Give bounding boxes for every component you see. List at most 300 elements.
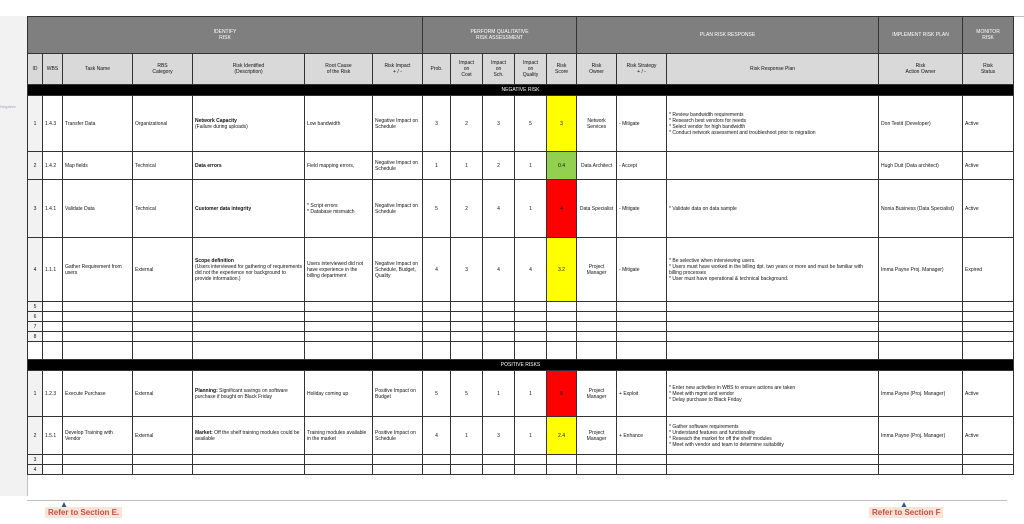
cell-impact-quality[interactable]: 1 — [515, 417, 547, 455]
cell-risk-identified[interactable] — [193, 96, 305, 152]
cell-id[interactable]: 3 — [28, 180, 43, 238]
cell-root-cause[interactable]: Field mapping errors, — [305, 152, 373, 180]
cell-risk-impact[interactable]: Negative Impact on Schedule — [373, 180, 423, 238]
cell-risk-identified[interactable] — [193, 371, 305, 417]
cell-id[interactable]: 4 — [28, 465, 43, 475]
response-plan-item: * Conduct network assessment and troubleshoot prior to migration — [669, 130, 876, 136]
empty-cell[interactable] — [483, 302, 515, 312]
group-identify-risk: IDENTIFY RISK — [28, 17, 423, 54]
negative-risk-row[interactable] — [28, 180, 1014, 238]
col-response-plan: Risk Response Plan — [667, 54, 879, 85]
risk-description: Off the shelf training modules could be available — [195, 429, 300, 442]
section-spacer-row — [28, 342, 1014, 360]
empty-cell[interactable] — [193, 332, 305, 342]
cell-impact-quality[interactable]: 4 — [515, 238, 547, 302]
cell-risk-score[interactable]: 5 — [547, 371, 577, 417]
cell-impact-cost[interactable]: 5 — [451, 371, 483, 417]
empty-cell[interactable] — [547, 465, 577, 475]
cell-task-name[interactable]: Execute Purchase — [63, 371, 133, 417]
cell-action-owner[interactable]: Imma Payne (Proj. Manager) — [879, 417, 963, 455]
cell-risk-identified[interactable] — [193, 180, 305, 238]
group-plan-response: PLAN RISK RESPONSE — [577, 17, 879, 54]
cell-risk-score[interactable]: 3.2 — [547, 238, 577, 302]
cell-task-name[interactable]: Gather Requirement from users — [63, 238, 133, 302]
empty-cell[interactable] — [305, 302, 373, 312]
empty-cell[interactable] — [515, 322, 547, 332]
risk-description: (Failure during uploads) — [195, 123, 248, 130]
negative-risk-row[interactable] — [28, 96, 1014, 152]
empty-cell[interactable] — [63, 332, 133, 342]
cell-risk-identified[interactable] — [193, 152, 305, 180]
cell-risk-owner[interactable]: Data Architect — [577, 152, 617, 180]
empty-cell[interactable] — [423, 455, 451, 465]
cell-root-cause[interactable]: Users interviewed did not have experience in the billing department — [305, 238, 373, 302]
empty-cell[interactable] — [879, 322, 963, 332]
response-plan-item: * Gather software requirements — [669, 424, 876, 430]
ref-section-f[interactable]: Refer to Section F — [869, 508, 943, 517]
risk-title: Market: — [195, 429, 213, 436]
col-risk-strategy: Risk Strategy + / - — [617, 54, 667, 85]
empty-cell[interactable] — [963, 302, 1014, 312]
empty-cell[interactable] — [577, 455, 617, 465]
empty-cell[interactable] — [515, 465, 547, 475]
cell-task-name[interactable]: Transfer Data — [63, 96, 133, 152]
cell-root-cause[interactable]: Low bandwidth — [305, 96, 373, 152]
col-impact-quality: Impact on Quality — [515, 54, 547, 85]
cell-action-owner[interactable]: Hugh Duit (Data architect) — [879, 152, 963, 180]
empty-cell[interactable] — [193, 312, 305, 322]
cell-impact-cost[interactable]: 1 — [451, 417, 483, 455]
empty-cell[interactable] — [373, 312, 423, 322]
cell-wbs[interactable]: 1.2.3 — [43, 371, 63, 417]
spacer-cell — [133, 342, 193, 360]
empty-cell[interactable] — [63, 465, 133, 475]
cell-wbs[interactable]: 1.5.1 — [43, 417, 63, 455]
col-task-name: Task Name — [63, 54, 133, 85]
cell-rbs-category[interactable]: Technical — [133, 180, 193, 238]
empty-cell[interactable] — [667, 302, 879, 312]
cell-task-name[interactable]: Map fields — [63, 152, 133, 180]
empty-cell[interactable] — [667, 322, 879, 332]
cell-root-cause[interactable]: Training modules available in the market — [305, 417, 373, 455]
response-plan-list — [669, 424, 876, 448]
cell-risk-owner[interactable]: Project Manager — [577, 371, 617, 417]
empty-row[interactable] — [28, 455, 1014, 465]
cell-action-owner[interactable]: Nonia Business (Data Specialist) — [879, 180, 963, 238]
spacer-cell — [423, 342, 451, 360]
negative-risk-row[interactable] — [28, 238, 1014, 302]
empty-cell[interactable] — [193, 465, 305, 475]
positive-risk-section — [28, 360, 1014, 475]
cell-response-plan[interactable] — [667, 417, 879, 455]
empty-cell[interactable] — [879, 312, 963, 322]
positive-risk-row[interactable] — [28, 417, 1014, 455]
negative-risk-section — [28, 85, 1014, 360]
cell-risk-status[interactable]: Active — [963, 180, 1014, 238]
empty-cell[interactable] — [617, 312, 667, 322]
empty-cell[interactable] — [577, 302, 617, 312]
empty-cell[interactable] — [451, 322, 483, 332]
cell-id[interactable]: 7 — [28, 322, 43, 332]
empty-cell[interactable] — [879, 302, 963, 312]
empty-cell[interactable] — [547, 322, 577, 332]
empty-cell[interactable] — [373, 302, 423, 312]
cell-impact-schedule[interactable]: 4 — [483, 180, 515, 238]
response-plan-item: * Meet with mgmt and vendor — [669, 391, 876, 397]
cell-risk-score[interactable]: 4 — [547, 180, 577, 238]
empty-cell[interactable] — [483, 322, 515, 332]
empty-cell[interactable] — [43, 455, 63, 465]
empty-cell[interactable] — [879, 455, 963, 465]
risk-title: Scope definition — [195, 257, 234, 264]
risk-title: Planning: — [195, 387, 218, 394]
empty-cell[interactable] — [963, 465, 1014, 475]
empty-cell[interactable] — [133, 302, 193, 312]
cell-prob[interactable]: 3 — [423, 96, 451, 152]
cell-risk-status[interactable]: Active — [963, 96, 1014, 152]
empty-cell[interactable] — [483, 455, 515, 465]
response-plan-item: * Meet with vendor and team to determine suitability — [669, 442, 876, 448]
empty-row[interactable] — [28, 332, 1014, 342]
cell-action-owner[interactable]: Imma Payne Proj. Manager) — [879, 238, 963, 302]
spacer-cell — [193, 342, 305, 360]
empty-cell[interactable] — [577, 312, 617, 322]
empty-cell[interactable] — [515, 312, 547, 322]
col-risk-owner: Risk Owner — [577, 54, 617, 85]
empty-cell[interactable] — [577, 322, 617, 332]
col-risk-identified: Risk Identified (Description) — [193, 54, 305, 85]
empty-cell[interactable] — [963, 322, 1014, 332]
cell-root-cause[interactable]: Holiday coming up — [305, 371, 373, 417]
empty-cell[interactable] — [423, 465, 451, 475]
response-plan-item: * Delay purchase to Black Friday — [669, 397, 876, 403]
ref-section-e[interactable]: Refer to Section E. — [45, 508, 122, 517]
empty-cell[interactable] — [43, 312, 63, 322]
cell-risk-status[interactable]: Expired — [963, 238, 1014, 302]
response-plan-item: * Be selective when interviewing users. — [669, 258, 876, 264]
empty-cell[interactable] — [43, 302, 63, 312]
empty-cell[interactable] — [451, 302, 483, 312]
empty-cell[interactable] — [305, 455, 373, 465]
cell-id[interactable]: 5 — [28, 302, 43, 312]
risk-register-table — [27, 16, 1014, 475]
positive-risk-row[interactable] — [28, 371, 1014, 417]
cell-impact-schedule[interactable]: 3 — [483, 96, 515, 152]
spacer-cell — [483, 342, 515, 360]
cell-risk-impact[interactable]: Positive Impact on Schedule — [373, 417, 423, 455]
col-risk-impact: Risk Impact + / - — [373, 54, 423, 85]
negative-risk-band: NEGATIVE RISK — [28, 85, 1014, 96]
col-wbs: WBS — [43, 54, 63, 85]
spacer-cell — [547, 342, 577, 360]
empty-cell[interactable] — [133, 312, 193, 322]
cell-impact-quality[interactable]: 1 — [515, 180, 547, 238]
cell-prob[interactable]: 4 — [423, 417, 451, 455]
empty-cell[interactable] — [63, 455, 133, 465]
col-action-owner: Risk Action Owner — [879, 54, 963, 85]
cell-impact-schedule[interactable]: 1 — [483, 371, 515, 417]
cell-risk-strategy[interactable]: - Mitigate — [617, 180, 667, 238]
empty-cell[interactable] — [373, 465, 423, 475]
col-root-cause: Root Cause of the Risk — [305, 54, 373, 85]
empty-cell[interactable] — [63, 302, 133, 312]
cell-risk-score[interactable]: 3 — [547, 96, 577, 152]
empty-row[interactable] — [28, 322, 1014, 332]
cell-wbs[interactable]: 1.4.3 — [43, 96, 63, 152]
empty-row[interactable] — [28, 465, 1014, 475]
col-prob: Prob. — [423, 54, 451, 85]
empty-cell[interactable] — [133, 332, 193, 342]
cell-risk-score[interactable]: 2.4 — [547, 417, 577, 455]
response-plan-list — [669, 206, 876, 212]
negative-risk-row[interactable] — [28, 152, 1014, 180]
response-plan-item: * User must have operational & technical background. — [669, 276, 876, 282]
empty-cell[interactable] — [547, 302, 577, 312]
empty-cell[interactable] — [577, 332, 617, 342]
response-plan-item: * Select vendor for high bandwidth — [669, 124, 876, 130]
cell-rbs-category[interactable]: Organizational — [133, 96, 193, 152]
cell-response-plan[interactable] — [667, 238, 879, 302]
cell-id[interactable]: 6 — [28, 312, 43, 322]
cell-id[interactable]: 8 — [28, 332, 43, 342]
group-monitor-risk: MONITOR RISK — [963, 17, 1014, 54]
empty-cell[interactable] — [617, 455, 667, 465]
empty-cell[interactable] — [133, 455, 193, 465]
cell-risk-owner[interactable]: Data Specialist — [577, 180, 617, 238]
empty-cell[interactable] — [423, 302, 451, 312]
empty-cell[interactable] — [373, 455, 423, 465]
empty-cell[interactable] — [617, 302, 667, 312]
cell-rbs-category[interactable]: External — [133, 371, 193, 417]
cell-risk-score[interactable]: 0.4 — [547, 152, 577, 180]
risk-title: Data errors — [195, 162, 222, 169]
spacer-cell — [28, 342, 43, 360]
cell-risk-impact[interactable]: Positive Impact on Budget — [373, 371, 423, 417]
cell-impact-schedule[interactable]: 3 — [483, 417, 515, 455]
risk-title: Network Capacity — [195, 117, 237, 124]
spacer-cell — [577, 342, 617, 360]
empty-cell[interactable] — [617, 332, 667, 342]
empty-row[interactable] — [28, 302, 1014, 312]
empty-cell[interactable] — [305, 312, 373, 322]
cell-prob[interactable]: 4 — [423, 238, 451, 302]
spacer-cell — [963, 342, 1014, 360]
response-plan-item: * Validate data on data sample — [669, 206, 876, 212]
empty-row[interactable] — [28, 312, 1014, 322]
empty-cell[interactable] — [515, 455, 547, 465]
empty-cell[interactable] — [483, 465, 515, 475]
empty-cell[interactable] — [193, 455, 305, 465]
cell-impact-cost[interactable]: 2 — [451, 180, 483, 238]
empty-cell[interactable] — [193, 322, 305, 332]
col-impact-schedule: Impact on Sch. — [483, 54, 515, 85]
empty-cell[interactable] — [963, 332, 1014, 342]
empty-cell[interactable] — [667, 312, 879, 322]
response-plan-item: * Understand features and functionality — [669, 430, 876, 436]
cell-risk-impact[interactable]: Negative Impact on Schedule — [373, 152, 423, 180]
empty-cell[interactable] — [483, 332, 515, 342]
risk-description: (Users interviewed for gathering of requirements did not the experience nor background to provide information.) — [195, 263, 302, 282]
empty-cell[interactable] — [963, 312, 1014, 322]
cell-response-plan[interactable] — [667, 152, 879, 180]
response-plan-list — [669, 385, 876, 403]
column-header-row — [28, 54, 1014, 85]
group-header-row — [28, 17, 1014, 54]
empty-cell[interactable] — [515, 302, 547, 312]
empty-cell[interactable] — [617, 465, 667, 475]
cell-id[interactable]: 1 — [28, 371, 43, 417]
group-implement-plan: IMPLEMENT RISK PLAN — [879, 17, 963, 54]
cell-rbs-category[interactable]: External — [133, 238, 193, 302]
response-plan-list — [669, 112, 876, 136]
empty-cell[interactable] — [373, 322, 423, 332]
side-label: Negative — [0, 104, 16, 109]
risk-title: Customer data integrity — [195, 205, 252, 212]
cell-risk-strategy[interactable]: + Exploit — [617, 371, 667, 417]
spacer-cell — [63, 342, 133, 360]
cell-risk-status[interactable]: Active — [963, 371, 1014, 417]
cell-risk-strategy[interactable]: - Accept — [617, 152, 667, 180]
cell-action-owner[interactable]: Don Testit (Developer) — [879, 96, 963, 152]
empty-cell[interactable] — [451, 312, 483, 322]
cell-risk-identified[interactable] — [193, 417, 305, 455]
empty-cell[interactable] — [547, 455, 577, 465]
cell-id[interactable]: 2 — [28, 152, 43, 180]
response-plan-item: * Review bandwidth requirements — [669, 112, 876, 118]
sheet-top-strip — [0, 0, 1024, 17]
spacer-cell — [373, 342, 423, 360]
cell-risk-strategy[interactable]: + Enhance — [617, 417, 667, 455]
cell-response-plan[interactable] — [667, 180, 879, 238]
empty-cell[interactable] — [305, 332, 373, 342]
cell-risk-impact[interactable]: Negative Impact on Schedule — [373, 96, 423, 152]
empty-cell[interactable] — [963, 455, 1014, 465]
empty-cell[interactable] — [43, 322, 63, 332]
response-plan-item: * Users must have worked in the billing dpt. two years or more and must be familiar with billing processes — [669, 264, 876, 276]
cell-risk-status[interactable]: Active — [963, 417, 1014, 455]
cell-risk-status[interactable]: Active — [963, 152, 1014, 180]
spacer-cell — [451, 342, 483, 360]
empty-cell[interactable] — [133, 465, 193, 475]
col-risk-status: Risk Status — [963, 54, 1014, 85]
cell-root-cause[interactable]: * Script errors * Database mismatch — [305, 180, 373, 238]
cell-wbs[interactable]: 1.1.1 — [43, 238, 63, 302]
cell-impact-cost[interactable]: 2 — [451, 96, 483, 152]
empty-cell[interactable] — [423, 332, 451, 342]
empty-cell[interactable] — [43, 332, 63, 342]
response-plan-item: * Reseach the market for off the shelf modules — [669, 436, 876, 442]
risk-description: Significant savings on software purchase if bought on Black Friday — [195, 387, 288, 400]
empty-cell[interactable] — [63, 312, 133, 322]
empty-cell[interactable] — [423, 312, 451, 322]
cell-rbs-category[interactable]: Technical — [133, 152, 193, 180]
spacer-cell — [305, 342, 373, 360]
cell-response-plan[interactable] — [667, 96, 879, 152]
cell-impact-quality[interactable]: 1 — [515, 371, 547, 417]
col-risk-score: Risk Score — [547, 54, 577, 85]
cell-task-name[interactable]: Develop Training with Vendor — [63, 417, 133, 455]
cell-impact-cost[interactable]: 1 — [451, 152, 483, 180]
empty-cell[interactable] — [423, 322, 451, 332]
empty-cell[interactable] — [451, 465, 483, 475]
spacer-cell — [879, 342, 963, 360]
cell-id[interactable]: 1 — [28, 96, 43, 152]
empty-cell[interactable] — [43, 465, 63, 475]
empty-cell[interactable] — [451, 455, 483, 465]
cell-impact-schedule[interactable]: 4 — [483, 238, 515, 302]
empty-cell[interactable] — [879, 465, 963, 475]
empty-cell[interactable] — [451, 332, 483, 342]
negative-band-row — [28, 85, 1014, 96]
cell-risk-strategy[interactable]: - Mitigate — [617, 238, 667, 302]
response-plan-list — [669, 258, 876, 282]
cell-response-plan[interactable] — [667, 371, 879, 417]
row-header-column — [0, 16, 28, 496]
cell-prob[interactable]: 5 — [423, 180, 451, 238]
spacer-cell — [43, 342, 63, 360]
empty-cell[interactable] — [617, 322, 667, 332]
positive-risk-band: POSITIVE RISKS — [28, 360, 1014, 371]
empty-cell[interactable] — [373, 332, 423, 342]
positive-band-row — [28, 360, 1014, 371]
empty-cell[interactable] — [305, 465, 373, 475]
cell-risk-identified[interactable] — [193, 238, 305, 302]
cell-wbs[interactable]: 1.4.1 — [43, 180, 63, 238]
empty-cell[interactable] — [667, 455, 879, 465]
empty-cell[interactable] — [547, 312, 577, 322]
spacer-cell — [667, 342, 879, 360]
cell-impact-cost[interactable]: 3 — [451, 238, 483, 302]
empty-cell[interactable] — [547, 332, 577, 342]
col-id: ID — [28, 54, 43, 85]
cell-risk-owner[interactable]: Network Services — [577, 96, 617, 152]
empty-cell[interactable] — [305, 322, 373, 332]
response-plan-item: * Enter new activities in WBS to ensure actions are taken — [669, 385, 876, 391]
cell-impact-quality[interactable]: 1 — [515, 152, 547, 180]
cell-prob[interactable]: 5 — [423, 371, 451, 417]
sheet-bottom-line — [27, 500, 1007, 501]
empty-cell[interactable] — [879, 332, 963, 342]
cell-id[interactable]: 2 — [28, 417, 43, 455]
empty-cell[interactable] — [133, 322, 193, 332]
cell-id[interactable]: 3 — [28, 455, 43, 465]
group-qualitative-assessment: PERFORM QUALITATIVE RISK ASSESSMENT — [423, 17, 577, 54]
cell-impact-schedule[interactable]: 2 — [483, 152, 515, 180]
empty-cell[interactable] — [193, 302, 305, 312]
empty-cell[interactable] — [63, 322, 133, 332]
empty-cell[interactable] — [483, 312, 515, 322]
cell-risk-strategy[interactable]: - Mitigate — [617, 96, 667, 152]
cell-prob[interactable]: 1 — [423, 152, 451, 180]
empty-cell[interactable] — [667, 465, 879, 475]
empty-cell[interactable] — [667, 332, 879, 342]
cell-risk-impact[interactable]: Negative Impact on Schedule, Budget, Quality — [373, 238, 423, 302]
cell-rbs-category[interactable]: External — [133, 417, 193, 455]
response-plan-item: * Research best vendors for needs — [669, 118, 876, 124]
col-impact-cost: Impact on Cost — [451, 54, 483, 85]
cell-risk-owner[interactable]: Project Manager — [577, 417, 617, 455]
spacer-cell — [515, 342, 547, 360]
empty-cell[interactable] — [515, 332, 547, 342]
spacer-cell — [617, 342, 667, 360]
empty-cell[interactable] — [577, 465, 617, 475]
cell-action-owner[interactable]: Imma Payne (Proj. Manager) — [879, 371, 963, 417]
cell-impact-quality[interactable]: 5 — [515, 96, 547, 152]
cell-id[interactable]: 4 — [28, 238, 43, 302]
cell-risk-owner[interactable]: Project Manager — [577, 238, 617, 302]
cell-task-name[interactable]: Validate Data — [63, 180, 133, 238]
cell-wbs[interactable]: 1.4.2 — [43, 152, 63, 180]
